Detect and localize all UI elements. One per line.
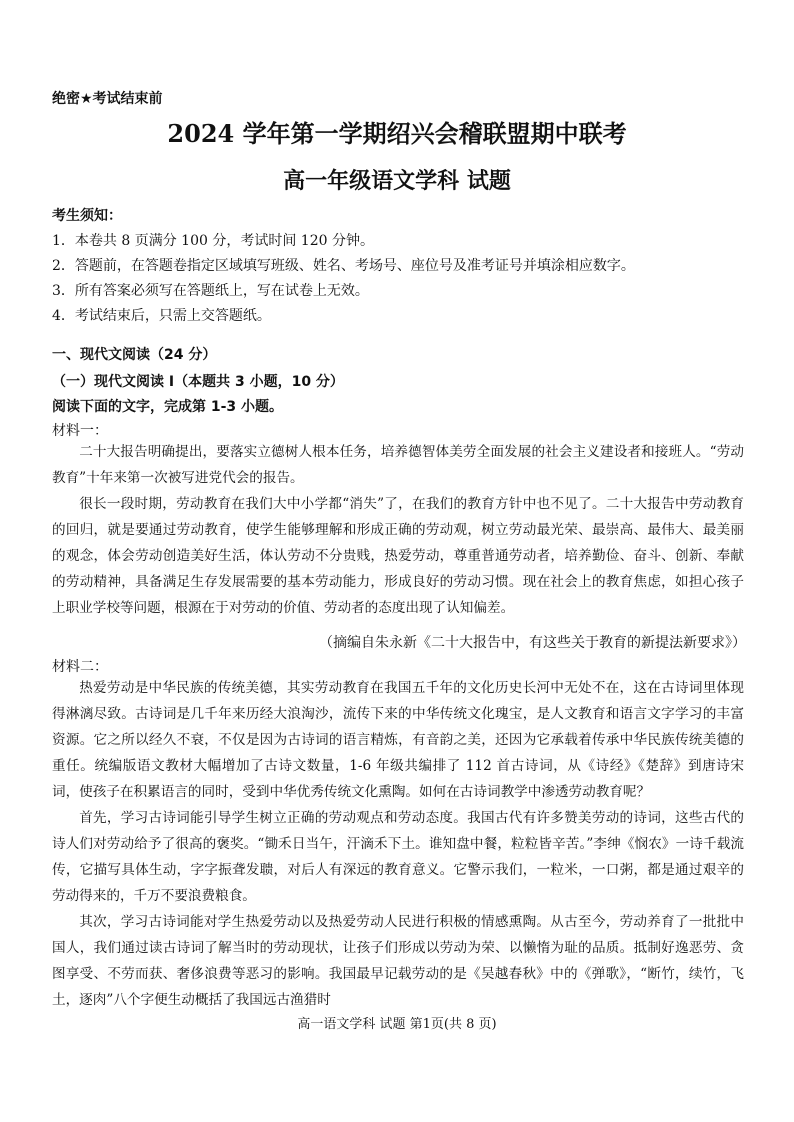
subsection-title: （一）现代文阅读 I（本题共 3 小题，10 分）	[52, 374, 344, 390]
paragraph: 二十大报告明确提出，要落实立德树人根本任务，培养德智体美劳全面发展的社会主义建设者和接班人。“劳动教育”十年来第一次被写进党代会的报告。	[52, 444, 744, 486]
material2-label: 材料二：	[52, 659, 108, 675]
paragraph: 首先，学习古诗词能引导学生树立正确的劳动观点和劳动态度。我国古代有许多赞美劳动的诗词，这些古代的诗人们对劳动给予了很高的褒奖。“锄禾日当午，汗滴禾下土。谁知盘中餐，粒粒皆辛苦。”李绅《悯农》一诗千载流传，它描写具体生动，字字振聋发聩，对后人有深远的教育意义。它警示我们，一粒米，一口粥，都是通过艰辛的劳动得来的，千万不要浪费粮食。	[52, 810, 744, 904]
reading-instruction: 阅读下面的文字，完成第 1-3 小题。	[52, 399, 284, 415]
exam-title: 2024 学年第一学期绍兴会稽联盟期中联考	[167, 119, 627, 148]
material1-label: 材料一：	[52, 423, 108, 439]
paragraph: 很长一段时期，劳动教育在我们大中小学都“消失”了，在我们的教育方针中也不见了。二十大报告中劳动教育的回归，就是要通过劳动教育，使学生能够理解和形成正确的劳动观，树立劳动最光荣、最崇高、最伟大、最美丽的观念，体会劳动创造美好生活，体认劳动不分贵贱，热爱劳动，尊重普通劳动者，培养勤俭、奋斗、创新、奉献的劳动精神，具备满足生存发展需要的基本劳动能力，形成良好的劳动习惯。现在社会上的教育焦虑，如担心孩子上职业学校等问题，根源在于对劳动的价值、劳动者的态度出现了认知偏差。	[52, 496, 744, 616]
notice-item: 2．答题前，在答题卷指定区域填写班级、姓名、考场号、座位号及准考证号并填涂相应数字。	[52, 258, 635, 274]
confidential-mark: 绝密★考试结束前	[52, 91, 163, 107]
notice-item: 3．所有答案必须写在答题纸上，写在试卷上无效。	[52, 283, 369, 299]
material1-text	[52, 439, 744, 621]
exam-subtitle: 高一年级语文学科 试题	[283, 168, 511, 194]
material1-source: （摘编自朱永新《二十大报告中，有这些关于教育的新提法新要求》）	[319, 635, 746, 651]
paragraph: 其次，学习古诗词能对学生热爱劳动以及热爱劳动人民进行积极的情感熏陶。从古至今，劳动养育了一批批中国人，我们通过读古诗词了解当时的劳动现状，让孩子们形成以劳动为荣、以懒惰为耻的品质。抵制好逸恶劳、贪图享受、不劳而获、奢侈浪费等恶习的影响。我国最早记载劳动的是《吴越春秋》中的《弹歌》，“断竹，续竹，飞土，逐肉”八个字便生动概括了我国远古渔猎时	[52, 914, 744, 1008]
paragraph: 热爱劳动是中华民族的传统美德，其实劳动教育在我国五千年的文化历史长河中无处不在，这在古诗词里体现得淋漓尽致。古诗词是几千年来历经大浪淘沙，流传下来的中华传统文化瑰宝，是人文教育和语言文字学习的丰富资源。它之所以经久不衰，不仅是因为古诗词的语言精炼，有音韵之美，还因为它承载着传承中华民族传统美德的重任。统编版语文教材大幅增加了古诗文数量，1-6 年级共编排了 112 首古诗词，从《诗经》《楚辞》到唐诗宋词，使孩子在积累语言的同时，受到中华优秀传统文化熏陶。如何在古诗词教学中渗透劳动教育呢？	[52, 680, 744, 800]
material2-text	[52, 675, 744, 1013]
section-title: 一、现代文阅读（24 分）	[52, 347, 217, 363]
notice-item: 1．本卷共 8 页满分 100 分，考试时间 120 分钟。	[52, 233, 374, 249]
page-footer: 高一语文学科 试题 第1页(共 8 页)	[297, 1017, 497, 1032]
notice-heading: 考生须知：	[52, 208, 122, 224]
notice-item: 4．考试结束后，只需上交答题纸。	[52, 308, 271, 324]
candidate-notice	[52, 204, 635, 329]
